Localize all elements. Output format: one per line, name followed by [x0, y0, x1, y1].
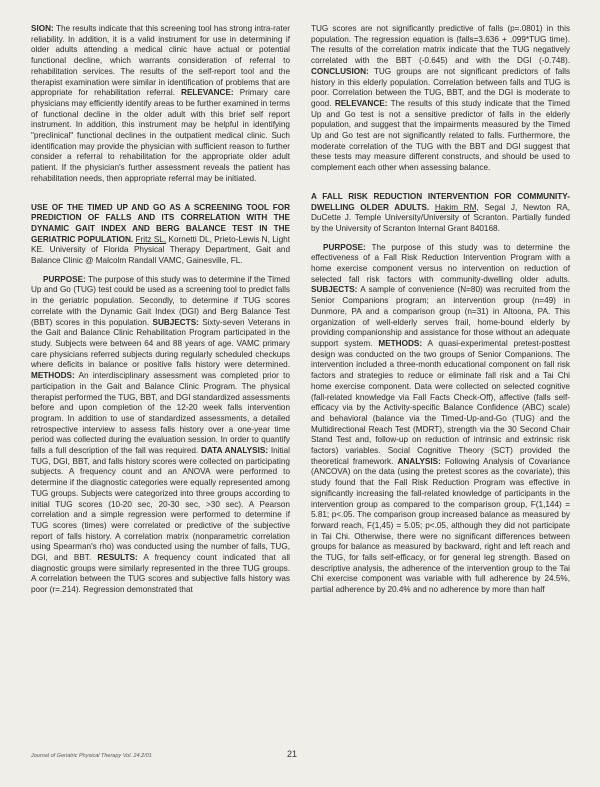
page-number: 21: [287, 749, 298, 759]
text-regression: TUG scores are not significantly predictive of falls (p=.0801) in this population. The regression equation is (falls=3.636 + .099*TUG time). The results of the correlation matrix indicate that the TUG negatively correlated with the BBT (-0.645) and with the DGI (-0.748).: [311, 24, 570, 66]
paragraph-tug-abstract: [31, 275, 290, 596]
text-methods: A quasi-experimental pretest-posttest design was conducted on the two groups of Senior Companions. The intervention included a three-month educational component on fall risk factors and strategies to reduce or eliminate fall risk and a Tai Chi home exercise component. Data were collected on selected cognitive (fall-related knowledge via Fall Facts Check-Off), affective (falls self-efficacy via by the Activity-specific Balance Confidence (ABC) scale) and behavioral (balance via the Timed-Up-and-Go (TUG) and the Multidirectional Reach Test (MDRT), strength via the 30 Second Chair Stand Test and, follow-up on reduction of intrinsic and extrinsic risk factors) variables. Social Cognitive Theory (SCT) provided the theoretical framework.: [311, 338, 571, 466]
text-conclusion: The results indicate that this screening tool has strong intra-rater reliability. In addition, it is a valid instrument for use in determining if older adults attending a medical clinic have actual or potential functional decline, which warrants consideration of referral to rehabilitation services. The results of the self-report tool and the therapist examination were similar in identification of problems that are appropriate for rehabilitation referral.: [31, 24, 290, 98]
label-data-analysis: DATA ANALYSIS:: [200, 446, 269, 456]
label-purpose: PURPOSE:: [43, 274, 86, 284]
paragraph-fall-risk-abstract: [311, 243, 570, 596]
text-data-analysis: Initial TUG, DGI, BBT, and falls history scores were collected on participating subjects. A frequency count and an ANOVA were performed to determine if the diagnostic categories were equally represented among TUG groups. Subjects were categorized into three groups according to initial TUG scores (10-20 sec, 20-30 sec, >30 sec). A Pearson correlation and a simple regression were performed to determine if TUG scores (times) were correlated or predictive of the subjective report of falls history. A correlation matrix (nonparametric correlation using Spearman's rho) was conducted using the number of falls, TUG, DGI, and BBT.: [31, 446, 290, 563]
text-results: A frequency count indicated that all diagnostic groups were similarly represented in the three TUG groups. A correlation between the TUG scores and subjective falls history was poor (r=.214). Regression demonstrated that: [31, 553, 290, 595]
text-purpose: The purpose of this study was to determine the effectiveness of a Fall Risk Reduction Intervention Program with a home exercise component versus no intervention on reduction of selected fall risk factors with community-dwelling older adults.: [311, 242, 570, 284]
text-conclusion: TUG groups are not significant predictors of falls history in this elderly population. Correlation between falls and TUG is poor. Correlation between the TUG, BBT, and the DGI is moderate to good.: [311, 66, 570, 108]
text-subjects: Sixty-seven Veterans in the Gait and Balance Clinic Rehabilitation Program participated in the study. Subjects were between 64 and 88 years of age. VAMC primary care physicians referred subjects during regularly scheduled checkups where deficits in balance or positive falls history were determined.: [31, 317, 291, 370]
label-methods: METHODS:: [378, 338, 423, 348]
authors-affiliation: Kornetti DL, Prieto-Lewis N, Light KE. University of Florida Physical Therapy Department, Gait and Balance Clinic @ Malcolm Randall VAMC, Gainesville, FL.: [31, 234, 291, 266]
presenting-author: Fritz SL,: [135, 234, 167, 244]
label-purpose: PURPOSE:: [323, 242, 366, 252]
abstract-heading-tug: [31, 203, 290, 267]
authors-affiliation: Segal J, Newton RA, DuCette J. Temple University/University of Scranton. Partially funded by the University of Scranton Internal Grant 840168.: [311, 202, 570, 233]
label-subjects: SUBJECTS:: [152, 317, 199, 327]
abstract-heading-fall-risk: [311, 192, 570, 235]
text-subjects: A sample of convenience (N=80) was recruited from the Senior Companions program; an intervention group (n=49) in Dunmore, PA and a comparison group (n=31) in Altoona, PA. This organization of well-elderly serves frail, home-bound elderly by providing companionship and assistance for those without an adequate support system.: [311, 285, 570, 348]
abstract-title-tug: USE OF THE TIMED UP AND GO AS A SCREENING TOOL FOR PREDICTION OF FALLS AND ITS CORRELATION WITH THE DYNAMIC GAIT INDEX AND BERG BALANCE TEST IN THE GERIATRIC POPULATION.: [31, 202, 290, 244]
label-conclusion: SION:: [31, 24, 54, 33]
label-results: RESULTS:: [97, 553, 138, 563]
text-methods: An interdisciplinary assessment was completed prior to participation in the Gait and Balance Clinic Program. The physical therapist performed the TUG, BBT, and DGI standardized assessments before and upon completion of the 12-20 week falls intervention program. In addition to use of standardized assessments, a detailed retrospective interview to assess falls history over a one-year time period was collected during the evaluation session. In order to quantify falls a full description of the fall was required.: [31, 371, 290, 456]
paragraph-conclusion: [31, 24, 290, 185]
text-analysis: Following Analysis of Covariance (ANCOVA) on the data (using the pretest scores as the covariate), this study found that the Fall Risk Reduction Program was effective in significantly increasing the fall-related knowledge of participants in the intervention group as compared to the comparison group, F(1,144) = 5.81; p<.05. The comparison group increased balance as measured by forward reach, F(1,45) = 5.05; p<.05, although they did not participate in Tai Chi. Otherwise, there were no significant differences between groups for balance as measured by backward, right and left reach and the TUG, for falls self-efficacy, or for general leg strength. Based on descriptive analysis, the adherence of the intervention group to the Tai Chi exercise component was variable with full adherence by 24.5%, partial adherence by 20.4% and no adherence by more than half: [311, 456, 571, 595]
abstract-title-fall-risk: A FALL RISK REDUCTION INTERVENTION FOR COMMUNITY-DWELLING OLDER ADULTS.: [311, 191, 570, 212]
presenting-author: Hakim RM,: [434, 202, 479, 212]
label-relevance: RELEVANCE:: [334, 98, 388, 108]
paragraph-tug-continued: [311, 24, 570, 174]
text-purpose: The purpose of this study was to determine if the Timed Up and Go (TUG) test could be used as a screening tool to predict falls in the geriatric population. Secondly, to determine if TUG scores correlate with the Dynamic Gait Index (DGI) and Berg Balance Test (BBT) scores in this population.: [31, 274, 290, 327]
text-relevance: Primary care physicians may efficiently identify areas to be further examined in terms of functional decline in the older adult with this brief self report instrument. In addition, this instrument may be helpful in identifying "preclinical" functional declines in the outpatient medical clinic. Such identification may provide the physician with sufficient reason to further consider a referral to rehabilitation for the appropriate older adult patient. If the physician's further assessment reveals the patient has rehabilitation needs, then appropriate referral may be initiated.: [31, 88, 290, 183]
right-column: [311, 24, 570, 596]
left-column: [31, 24, 290, 596]
label-analysis: ANALYSIS:: [397, 456, 441, 466]
label-relevance: RELEVANCE:: [181, 88, 234, 98]
label-subjects: SUBJECTS:: [311, 285, 358, 295]
text-relevance: The results of this study indicate that the Timed Up and Go test is not a sensitive predictor of falls in the elderly population, and suggest that the impairments measured by the Timed Up and Go test are not significantly related to falls. Furthermore, the moderate correlation of the TUG with the BBT and DGI suggest that these tests may measure different constructs, and should be used to complement each other when assessing balance.: [311, 98, 570, 173]
label-conclusion: CONCLUSION:: [311, 66, 369, 76]
journal-footer: Journal of Geriatric Physical Therapy Vol. 24.2/01: [31, 753, 152, 759]
label-methods: METHODS:: [31, 371, 75, 381]
